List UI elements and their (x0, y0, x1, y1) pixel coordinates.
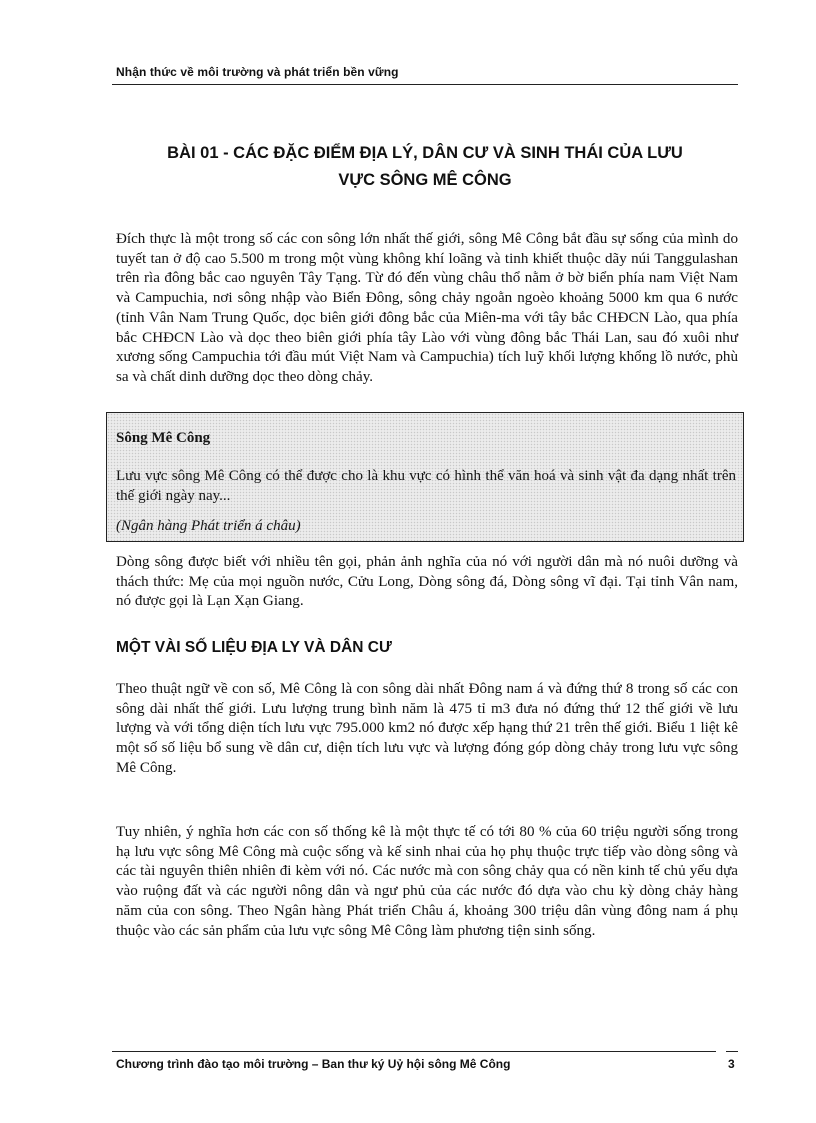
lesson-title (112, 140, 738, 194)
header-rule (112, 84, 738, 85)
intro-paragraph: Đích thực là một trong số các con sông lớn nhất thế giới, sông Mê Công bắt đầu sự sống của mình do tuyết tan ở độ cao 5.500 m trong một vùng không khí loãng và tinh khiết thuộc dãy núi Tanggulashan trên rìa đông bắc cao nguyên Tây Tạng. Từ đó đến vùng châu thổ nằm ở bờ biển phía nam Việt Nam và Campuchia, nơi sông nhập vào Biển Đông, sông chảy ngoằn ngoèo khoảng 5000 km qua 6 nước (tỉnh Vân Nam Trung Quốc, dọc biên giới đông bắc của Miên-ma với tây bắc CHĐCN Lào, qua phía bắc CHĐCN Lào và dọc theo biên giới phía tây Lào với vùng đông bắc Thái Lan, sau đó xuôi như xương sống Campuchia tới đầu mút Việt Nam và Campuchia) tích luỹ khối lượng khổng lồ nước, phù sa và chất dinh dưỡng dọc theo dòng chảy. (116, 231, 738, 385)
info-box-text: Lưu vực sông Mê Công có thể được cho là khu vực có hình thể văn hoá và sinh vật đa dạng nhất trên thế giới ngày nay... (116, 468, 736, 504)
lesson-title-line-1: BÀI 01 - CÁC ĐẶC ĐIỂM ĐỊA LÝ, DÂN CƯ VÀ SINH THÁI CỦA LƯU (167, 144, 683, 162)
running-header: Nhận thức về môi trường và phát triển bền vững (116, 65, 399, 79)
river-names-paragraph: Dòng sông được biết với nhiều tên gọi, phản ảnh nghĩa của nó với người dân mà nó nuôi dưỡng và thách thức: Mẹ của mọi nguồn nước, Cửu Long, Dòng sông đá, Dòng sông vĩ đại. Tại tỉnh Vân nam, nó được gọi là Lạn Xạn Giang. (116, 554, 738, 610)
page-number: 3 (728, 1057, 735, 1071)
footer-rule (112, 1051, 716, 1052)
statistics-paragraph: Theo thuật ngữ về con số, Mê Công là con sông dài nhất Đông nam á và đứng thứ 8 trong số các con sông dài nhất thế giới. Lưu lượng trung bình năm là 475 tỉ m3 đưa nó đứng thứ 12 thế giới về lưu lượng và với tổng diện tích lưu vực 795.000 km2 nó được xếp hạng thứ 21 trên thế giới. Biểu 1 liệt kê một số số liệu bổ sung về dân cư, diện tích lưu vực và lượng đóng góp dòng chảy trong lưu vực sông Mê Công. (116, 681, 738, 776)
footer-text: Chương trình đào tạo môi trường – Ban thư ký Uỷ hội sông Mê Công (116, 1057, 511, 1071)
info-box-source: (Ngân hàng Phát triển á châu) (116, 518, 301, 534)
section-heading: MỘT VÀI SỐ LIỆU ĐỊA LY VÀ DÂN CƯ (116, 639, 392, 656)
livelihood-paragraph: Tuy nhiên, ý nghĩa hơn các con số thống kê là một thực tế có tới 80 % của 60 triệu người sống trong hạ lưu vực sông Mê Công mà cuộc sống và kế sinh nhai của họ phụ thuộc trực tiếp vào dòng sông và các tài nguyên thiên nhiên đi kèm với nó. Các nước mà con sông chảy qua có nền kinh tế chủ yếu dựa vào ruộng đất và các người nông dân và ngư phủ của các nước đó dựa vào chu kỳ dòng chảy hàng năm của con sông. Theo Ngân hàng Phát triển Châu á, khoảng 300 triệu dân vùng đông nam á phụ thuộc vào các sản phẩm của lưu vực sông Mê Công làm phương tiện sinh sống. (116, 824, 738, 939)
lesson-title-line-2: VỰC SÔNG MÊ CÔNG (338, 171, 512, 189)
info-box-title: Sông Mê Công (116, 430, 211, 446)
info-box (106, 412, 744, 542)
footer-rule-page-number (726, 1051, 738, 1052)
